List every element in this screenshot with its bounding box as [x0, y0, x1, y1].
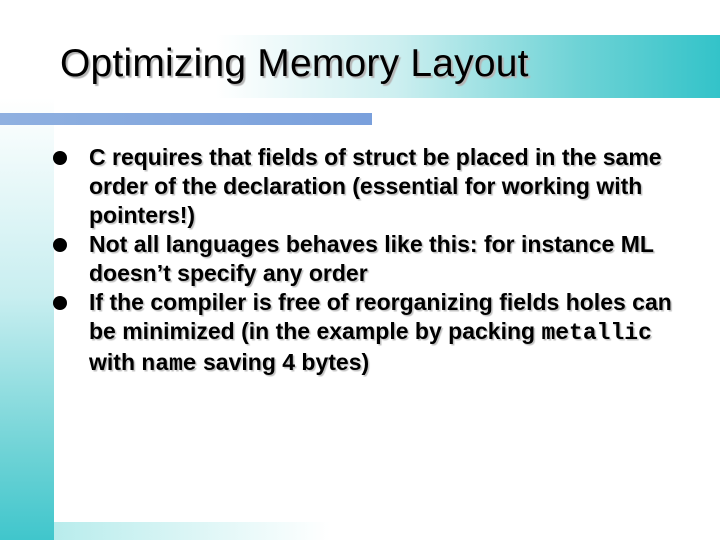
- bullet-text: [89, 289, 672, 375]
- code-identifier-name: name: [141, 351, 197, 377]
- title-underline-bar: [0, 113, 372, 125]
- bullet-text: Not all languages behaves like this: for instance ML doesn’t specify any order: [89, 231, 654, 286]
- bullet-icon: [53, 238, 67, 252]
- bullet-icon: [53, 296, 67, 310]
- bullet-item: [53, 288, 693, 379]
- bullet-icon: [53, 151, 67, 165]
- bullet-text-segment: saving 4 bytes): [196, 349, 370, 375]
- bullet-list: [53, 143, 693, 379]
- bottom-accent-bar: [54, 522, 330, 540]
- bullet-text: C requires that fields of struct be placed in the same order of the declaration (essential for working with pointers!): [89, 144, 662, 228]
- slide-title: Optimizing Memory Layout: [60, 42, 529, 85]
- bullet-text-segment: If the compiler is free of reorganizing fields holes can be minimized (in the example by packing: [89, 289, 672, 344]
- bullet-item: [53, 230, 693, 288]
- left-accent-band: [0, 98, 54, 540]
- bullet-text-segment: with: [89, 349, 142, 375]
- bullet-item: [53, 143, 693, 230]
- code-identifier-metallic: metallic: [541, 320, 652, 346]
